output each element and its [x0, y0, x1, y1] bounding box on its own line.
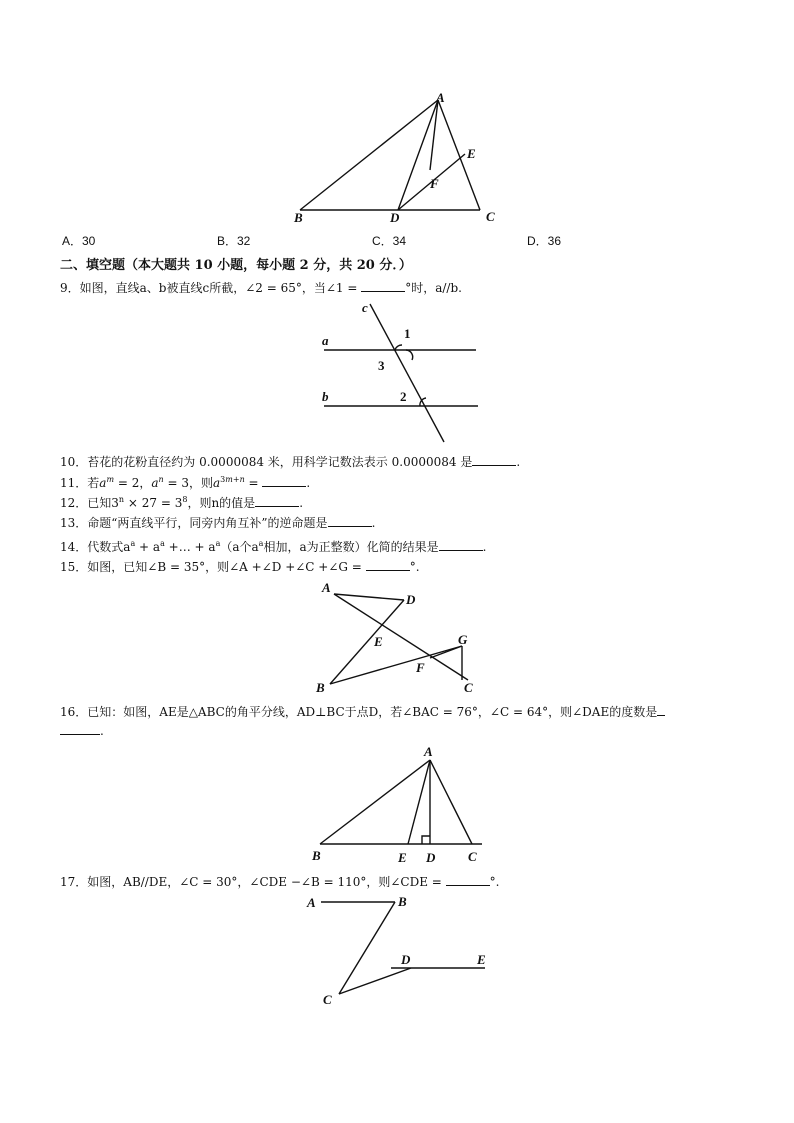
q17-stem-end: °. [489, 875, 500, 889]
q16-label-b: B [312, 848, 321, 863]
q17-label-a: A [307, 895, 316, 910]
q14-exp-1: a [130, 539, 136, 548]
q12-text [60, 492, 303, 511]
q9-number: 9． [60, 281, 80, 295]
q12-exp-n: n [118, 495, 125, 504]
q9-label-c: c [362, 300, 368, 315]
q8-label-c: C [486, 209, 495, 224]
q9-stem: 如图，直线a、b被直线c所截，∠2 = 65°，当∠1 = [79, 281, 362, 295]
q12-number: 12． [60, 496, 88, 510]
q15-label-a: A [322, 580, 331, 595]
q10-text [60, 453, 520, 470]
q17-number: 17． [60, 875, 88, 889]
q8-label-b: B [294, 210, 303, 225]
q14-exp-4: a [258, 539, 264, 548]
q16-label-c: C [468, 849, 477, 864]
q14-exp-3: a [215, 539, 221, 548]
q14-stem-b: + a [135, 540, 161, 554]
q10-stem-end: . [516, 455, 521, 469]
q9-stem-end: °时，a//b. [405, 281, 462, 295]
q8-label-e: E [467, 146, 476, 161]
q12-stem-a: 已知3 [87, 496, 119, 510]
q9-label-b: b [322, 389, 329, 404]
q12-blank [255, 494, 299, 507]
q11-text [60, 472, 310, 491]
q8-option-a: A．30 [62, 234, 96, 248]
q10-number: 10． [60, 455, 88, 469]
q13-stem: 命题“两直线平行，同旁内角互补”的逆命题是 [87, 516, 328, 530]
q14-text [60, 536, 486, 555]
section-title: 二、填空题（本大题共 10 小题，每小题 2 分，共 20 分．） [60, 258, 412, 273]
q16-stem: 已知：如图，AE是△ABC的角平分线，AD⊥BC于点D，若∠BAC = 76°，∠C = 64°，则∠DAE的度数是 [87, 705, 658, 719]
q17-blank [446, 873, 490, 886]
q17-label-d: D [401, 952, 411, 967]
q15-figure [312, 580, 482, 695]
q15-stem-end: °. [409, 560, 420, 574]
q9-angle-1: 1 [404, 326, 411, 341]
q14-stem-e: 相加，a为正整数）化简的结果是 [263, 540, 439, 554]
q9-angle-3: 3 [378, 358, 385, 373]
q12-exp-8: 8 [182, 495, 188, 504]
q15-label-d: D [406, 592, 416, 607]
q17-figure [305, 890, 505, 1010]
q15-label-f: F [416, 660, 425, 675]
q12-stem-c: ，则n的值是 [187, 496, 256, 510]
q13-number: 13． [60, 516, 88, 530]
q14-stem-a: 代数式a [87, 540, 131, 554]
q11-stem-end: . [306, 476, 311, 490]
q12-stem-end: . [299, 496, 304, 510]
q16-number: 16． [60, 705, 88, 719]
q15-number: 15． [60, 560, 88, 574]
q10-stem: 苔花的花粉直径约为 0.0000084 米，用科学记数法表示 0.0000084 是 [87, 455, 473, 469]
q8-label-d: D [390, 210, 400, 225]
q14-stem-c: +… + a [164, 540, 216, 554]
q17-text [60, 873, 500, 890]
q14-blank [439, 538, 483, 551]
q16-text-cont [60, 722, 104, 739]
q16-figure [310, 740, 490, 865]
q11-blank [262, 474, 306, 487]
q16-blank-b [60, 722, 100, 735]
q13-blank [328, 514, 372, 527]
q11-stem: 若$a^m = 2$，$a^n = 3$，则$a^{3m+n}$ = [87, 475, 263, 490]
q13-stem-end: . [371, 516, 376, 530]
q9-blank [361, 279, 405, 292]
q10-blank [472, 453, 516, 466]
q8-label-a: A [436, 90, 445, 105]
q12-stem-b: × 27 = 3 [124, 496, 183, 510]
q16-stem-end: . [100, 724, 104, 738]
q16-label-a: A [424, 744, 433, 759]
q13-text [60, 514, 375, 531]
q16-blank-a [657, 703, 665, 716]
q15-blank [366, 558, 410, 571]
q9-figure [316, 298, 486, 448]
q9-text [60, 279, 462, 296]
q16-text [60, 703, 665, 720]
q8-option-c: C．34 [372, 234, 407, 248]
q11-number: 11． [60, 476, 88, 490]
q8-label-f: F [430, 176, 439, 191]
q14-exp-2: a [160, 539, 165, 548]
q17-label-c: C [323, 992, 332, 1007]
q15-text [60, 558, 420, 575]
q15-label-c: C [464, 680, 473, 695]
q16-label-e: E [398, 850, 407, 865]
q17-label-b: B [398, 894, 407, 909]
q14-number: 14． [60, 540, 88, 554]
q17-label-e: E [477, 952, 486, 967]
q16-label-d: D [426, 850, 436, 865]
q15-stem: 如图，已知∠B = 35°，则∠A +∠D +∠C +∠G = [87, 560, 366, 574]
q9-angle-2: 2 [400, 389, 407, 404]
q9-label-a: a [322, 333, 329, 348]
q15-label-b: B [316, 680, 325, 695]
q15-label-g: G [458, 632, 468, 647]
q8-figure [290, 90, 510, 230]
q17-stem: 如图，AB//DE，∠C = 30°，∠CDE −∠B = 110°，则∠CDE = [87, 875, 446, 889]
q14-stem-d: （a个a [220, 540, 259, 554]
q8-option-d: D．36 [527, 234, 562, 248]
q15-label-e: E [374, 634, 383, 649]
q8-option-b: B．32 [217, 234, 251, 248]
q14-stem-end: . [482, 540, 487, 554]
